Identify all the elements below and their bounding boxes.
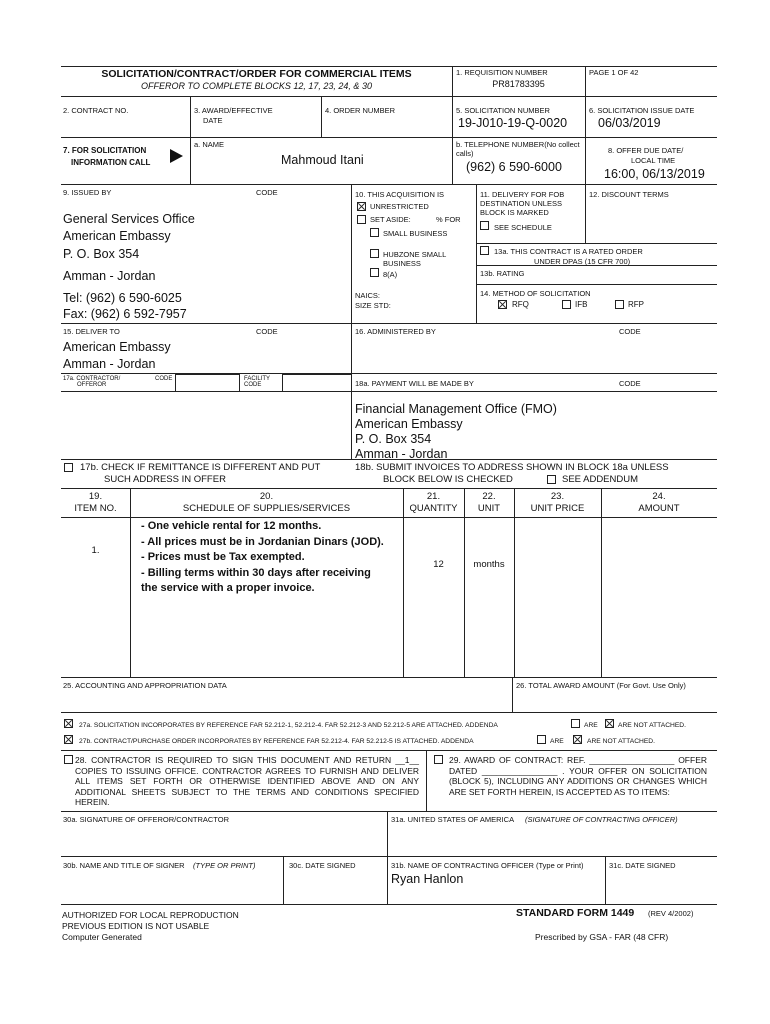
see-schedule-checkbox[interactable] xyxy=(480,221,489,230)
setaside-label: SET ASIDE: xyxy=(370,215,411,224)
signer-name-hint: (TYPE OR PRINT) xyxy=(193,861,256,870)
amount-field[interactable] xyxy=(602,517,716,676)
remittance-label-2: SUCH ADDRESS IN OFFER xyxy=(104,474,226,485)
rule xyxy=(61,66,717,67)
signer-name-field[interactable] xyxy=(62,872,282,903)
rating-label: 13b. RATING xyxy=(480,269,525,278)
footer-reproduction: AUTHORIZED FOR LOCAL REPRODUCTION xyxy=(62,910,239,920)
col-unit-num: 22. xyxy=(482,491,496,502)
award-checkbox[interactable] xyxy=(434,755,443,764)
discount-terms-label: 12. DISCOUNT TERMS xyxy=(589,190,669,199)
rule xyxy=(61,184,717,185)
item-description-line: - One vehicle rental for 12 months. xyxy=(141,520,322,532)
item-quantity: 12 xyxy=(433,559,444,570)
solicitation-number: 19-J010-19-Q-0020 xyxy=(458,116,568,130)
rule xyxy=(476,184,477,323)
payment-line: P. O. Box 354 xyxy=(355,432,432,446)
size-std-label: SIZE STD: xyxy=(355,301,391,310)
contractor-label: 17a. CONTRACTOR/ xyxy=(63,376,121,382)
rule xyxy=(464,488,465,677)
col-amount-label: AMOUNT xyxy=(638,503,680,514)
delivery-fob-label: 11. DELIVERY FOR FOB xyxy=(480,190,565,199)
contract-far-checkbox[interactable] xyxy=(64,735,73,744)
award-date-label-2: DATE xyxy=(203,116,223,125)
percent-for-label: % FOR xyxy=(436,215,461,224)
addenda-are-checkbox[interactable] xyxy=(571,719,580,728)
unrestricted-label: UNRESTRICTED xyxy=(370,202,429,211)
rule xyxy=(387,811,388,904)
rule xyxy=(585,137,586,184)
rule xyxy=(452,96,453,137)
see-addendum-label: SEE ADDENDUM xyxy=(562,474,639,485)
arrow-right-icon xyxy=(170,149,183,163)
officer-date-label: 31c. DATE SIGNED xyxy=(609,861,676,870)
ifb-label: IFB xyxy=(575,300,588,309)
rule xyxy=(61,904,717,905)
issued-by-line: Tel: (962) 6 590-6025 xyxy=(63,291,182,305)
eight-a-label: 8(A) xyxy=(383,270,398,279)
rule xyxy=(61,811,717,812)
eight-a-checkbox[interactable] xyxy=(370,268,379,277)
unit-price-field[interactable] xyxy=(515,517,600,676)
rule xyxy=(585,184,586,243)
form-subtitle: OFFEROR TO COMPLETE BLOCKS 12, 17, 23, 24, & 30 xyxy=(141,81,372,91)
rule xyxy=(190,137,191,184)
item-description-line: - Billing terms within 30 days after receiving xyxy=(141,567,371,579)
contract-no-label: 2. CONTRACT NO. xyxy=(63,106,129,115)
form-number: STANDARD FORM 1449 xyxy=(516,907,635,919)
contractor-label-2: OFFEROR xyxy=(77,382,107,388)
contractor-sign-text: 28. CONTRACTOR IS REQUIRED TO SIGN THIS DOCUMENT AND RETURN __1__ COPIES TO ISSUING OFFICE. CONTRACTOR AGREES TO FURNISH AND DELIVER ALL ITEMS SET FORTH OR OTHERWISE IDENTIFIED ABOVE AND ON ANY ADDITIONAL SHEETS SUBJECT TO THE TERMS AND CONDITIONS SPECIFIED HEREIN. xyxy=(75,755,419,807)
rfp-checkbox[interactable] xyxy=(615,300,624,309)
col-amount-num: 24. xyxy=(652,491,666,502)
order-number-label: 4. ORDER NUMBER xyxy=(325,106,396,115)
col-schedule-num: 20. xyxy=(259,491,274,502)
accounting-label: 25. ACCOUNTING AND APPROPRIATION DATA xyxy=(63,681,227,690)
officer-name-label: 31b. NAME OF CONTRACTING OFFICER (Type or Print) xyxy=(391,861,584,870)
contact-name-label: a. NAME xyxy=(194,140,225,149)
remittance-checkbox[interactable] xyxy=(64,463,73,472)
rule xyxy=(426,750,427,811)
rule xyxy=(403,488,404,677)
see-schedule-label: SEE SCHEDULE xyxy=(494,223,552,232)
contractor-code-field[interactable] xyxy=(175,374,240,392)
payment-code-label: CODE xyxy=(619,379,641,388)
issued-by-line: Amman - Jordan xyxy=(63,269,156,283)
deliver-to-line: Amman - Jordan xyxy=(63,357,156,371)
rule xyxy=(605,856,606,904)
unrestricted-checkbox[interactable] xyxy=(357,202,366,211)
acquisition-label: 10. THIS ACQUISITION IS xyxy=(355,190,445,199)
rule xyxy=(61,677,717,678)
delivery-fob-label-2: DESTINATION UNLESS xyxy=(480,199,562,208)
small-business-label: SMALL BUSINESS xyxy=(383,229,448,238)
hubzone-label: HUBZONE SMALL xyxy=(383,250,447,259)
rule xyxy=(61,323,717,324)
item-description-line: the service with a proper invoice. xyxy=(141,582,315,594)
rule xyxy=(351,373,717,374)
addenda-not-attached-label: ARE NOT ATTACHED. xyxy=(618,722,686,729)
item-description-line: - Prices must be Tax exempted. xyxy=(141,551,305,563)
col-unit-price-num: 23. xyxy=(550,491,565,502)
form-title: SOLICITATION/CONTRACT/ORDER FOR COMMERCIAL ITEMS xyxy=(101,68,412,80)
rule xyxy=(190,96,191,137)
naics-label: NAICS: xyxy=(355,291,381,300)
item-unit: months xyxy=(473,559,505,570)
setaside-checkbox[interactable] xyxy=(357,215,366,224)
requisition-label: 1. REQUISITION NUMBER xyxy=(456,68,548,77)
rule xyxy=(61,856,717,857)
addenda-are-label: ARE xyxy=(584,722,598,729)
rule xyxy=(476,243,717,244)
contractor-code-label: CODE xyxy=(155,376,173,382)
contract-far-text: 27b. CONTRACT/PURCHASE ORDER INCORPORATES BY REFERENCE FAR 52.212-4. FAR 52.212-5 IS ATTACHED. ADDENDA xyxy=(79,738,474,745)
issue-date: 06/03/2019 xyxy=(598,116,661,130)
hubzone-checkbox[interactable] xyxy=(370,249,379,258)
issued-by-line: American Embassy xyxy=(63,229,171,243)
rated-order-label-2: UNDER DPAS (15 CFR 700) xyxy=(534,257,631,266)
rfq-checkbox[interactable] xyxy=(498,300,507,309)
administered-code-label: CODE xyxy=(619,327,641,336)
invoices-label-2: BLOCK BELOW IS CHECKED xyxy=(383,474,513,485)
contract-addenda-not-label: ARE NOT ATTACHED. xyxy=(587,738,655,745)
rule xyxy=(585,66,586,96)
deliver-to-label: 15. DELIVER TO xyxy=(63,327,120,336)
officer-signature-field[interactable] xyxy=(388,826,716,855)
signer-name-label: 30b. NAME AND TITLE OF SIGNER xyxy=(63,861,185,870)
col-item-label: ITEM NO. xyxy=(74,503,117,514)
issued-by-line: P. O. Box 354 xyxy=(63,247,140,261)
item-description-line: - All prices must be in Jordanian Dinars (JOD). xyxy=(141,536,384,548)
facility-label-2: CODE xyxy=(244,382,262,388)
signer-date-field[interactable] xyxy=(284,872,386,903)
issue-date-label: 6. SOLICITATION ISSUE DATE xyxy=(589,106,695,115)
administered-by-label: 16. ADMINISTERED BY xyxy=(355,327,436,336)
telephone-number: (962) 6 590-6000 xyxy=(466,160,562,174)
telephone-label: b. TELEPHONE NUMBER(No collect xyxy=(456,140,580,149)
rule xyxy=(61,488,717,489)
payment-line: Amman - Jordan xyxy=(355,447,448,461)
payment-line: Financial Management Office (FMO) xyxy=(355,402,557,416)
footer-computer-generated: Computer Generated xyxy=(62,932,142,942)
contractor-sign-checkbox[interactable] xyxy=(64,755,73,764)
deliver-to-code-label: CODE xyxy=(256,327,278,336)
offeror-signature-label: 30a. SIGNATURE OF OFFEROR/CONTRACTOR xyxy=(63,815,229,824)
facility-label: FACILITY xyxy=(244,376,271,382)
rule xyxy=(61,750,717,751)
offer-due-time: 16:00, 06/13/2019 xyxy=(604,167,705,181)
award-text: 29. AWARD OF CONTRACT: REF. __________________ OFFER DATED ________________ . YOUR OFFER ON SOLICITATION (BLOCK 5), INCLUDING ANY ADDITIONS OR CHANGES WHICH ARE SET FORTH HEREIN, IS ACCEPTED AS TO ITEMS: xyxy=(449,755,707,797)
issued-by-line: Fax: (962) 6 592-7957 xyxy=(63,307,187,321)
usa-label: 31a. UNITED STATES OF AMERICA xyxy=(391,815,515,824)
col-quantity-label: QUANTITY xyxy=(409,503,458,514)
signer-date-label: 30c. DATE SIGNED xyxy=(289,861,356,870)
rule xyxy=(476,284,717,285)
rated-order-checkbox[interactable] xyxy=(480,246,489,255)
solicitation-number-label: 5. SOLICITATION NUMBER xyxy=(456,106,550,115)
deliver-to-line: American Embassy xyxy=(63,340,171,354)
contact-name: Mahmoud Itani xyxy=(281,153,364,167)
rule xyxy=(61,712,717,713)
col-schedule-label: SCHEDULE OF SUPPLIES/SERVICES xyxy=(182,503,351,514)
contracting-officer-signature-label: (SIGNATURE OF CONTRACTING OFFICER) xyxy=(525,815,678,824)
contract-addenda-are-checkbox[interactable] xyxy=(537,735,546,744)
hubzone-label-2: BUSINESS xyxy=(383,259,421,268)
col-unit-price-label: UNIT PRICE xyxy=(530,503,585,514)
offer-due-label: 8. OFFER DUE DATE/ xyxy=(608,146,684,155)
footer-previous-edition: PREVIOUS EDITION IS NOT USABLE xyxy=(62,921,210,931)
prescribed-by: Prescribed by GSA - FAR (48 CFR) xyxy=(535,932,669,942)
issued-by-label: 9. ISSUED BY xyxy=(63,188,112,197)
col-item-num: 19. xyxy=(88,491,103,502)
offeror-signature-field[interactable] xyxy=(62,826,386,855)
officer-name: Ryan Hanlon xyxy=(391,872,464,886)
solicitation-far-checkbox[interactable] xyxy=(64,719,73,728)
rule xyxy=(61,137,717,138)
rfp-label: RFP xyxy=(628,300,644,309)
delivery-fob-label-3: BLOCK IS MARKED xyxy=(480,208,549,217)
rule xyxy=(452,137,453,184)
rule xyxy=(61,96,717,97)
contract-addenda-not-checkbox[interactable] xyxy=(573,735,582,744)
rule xyxy=(351,184,352,459)
issued-by-line: General Services Office xyxy=(63,212,195,226)
facility-code-field[interactable] xyxy=(282,374,352,392)
total-award-label: 26. TOTAL AWARD AMOUNT (For Govt. Use Only) xyxy=(516,681,686,690)
contract-addenda-are-label: ARE xyxy=(550,738,564,745)
telephone-label-2: calls) xyxy=(456,149,474,158)
ifb-checkbox[interactable] xyxy=(562,300,571,309)
offer-due-label-2: LOCAL TIME xyxy=(631,156,676,165)
method-label: 14. METHOD OF SOLICITATION xyxy=(480,289,591,298)
rule xyxy=(512,677,513,712)
addenda-not-attached-checkbox[interactable] xyxy=(605,719,614,728)
solicitation-far-text: 27a. SOLICITATION INCORPORATES BY REFERENCE FAR 52.212-1, 52.212-4. FAR 52.212-3 AND 52.212-5 ARE ATTACHED. ADDENDA xyxy=(79,722,498,729)
form-revision: (REV 4/2002) xyxy=(648,909,694,918)
payment-label: 18a. PAYMENT WILL BE MADE BY xyxy=(355,379,474,388)
rule xyxy=(351,391,717,392)
invoices-label: 18b. SUBMIT INVOICES TO ADDRESS SHOWN IN BLOCK 18a UNLESS xyxy=(355,462,669,473)
see-addendum-checkbox[interactable] xyxy=(547,475,556,484)
remittance-label: 17b. CHECK IF REMITTANCE IS DIFFERENT AND PUT xyxy=(80,462,321,473)
rule xyxy=(130,488,131,677)
rule xyxy=(321,96,322,137)
rule xyxy=(585,96,586,137)
solicitation-info-label-2: INFORMATION CALL xyxy=(71,158,151,167)
small-business-checkbox[interactable] xyxy=(370,228,379,237)
col-unit-label: UNIT xyxy=(477,503,501,514)
page-count: PAGE 1 OF 42 xyxy=(589,68,639,77)
col-quantity-num: 21. xyxy=(426,491,441,502)
solicitation-info-label: 7. FOR SOLICITATION xyxy=(63,146,147,155)
item-number: 1. xyxy=(91,545,100,556)
issued-by-code-label: CODE xyxy=(256,188,278,197)
award-date-label: 3. AWARD/EFFECTIVE xyxy=(194,106,273,115)
requisition-number: PR81783395 xyxy=(492,79,545,89)
rfq-label: RFQ xyxy=(512,300,529,309)
payment-line: American Embassy xyxy=(355,417,463,431)
rated-order-label: 13a. THIS CONTRACT IS A RATED ORDER xyxy=(494,247,643,256)
